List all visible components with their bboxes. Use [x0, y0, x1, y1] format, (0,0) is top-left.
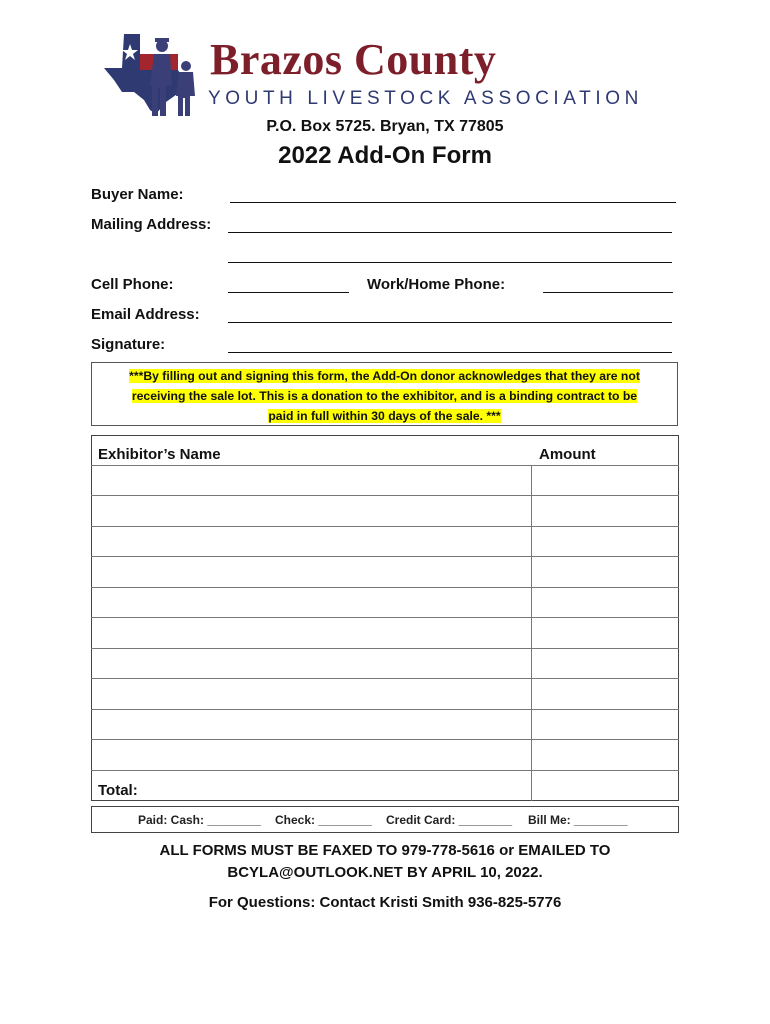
table-row[interactable] [91, 465, 679, 466]
amount-header: Amount [539, 446, 596, 463]
table-row[interactable] [91, 770, 679, 771]
signature-label: Signature: [91, 336, 166, 353]
submission-instructions-line-2: BCYLA@OUTLOOK.NET BY APRIL 10, 2022. [227, 864, 543, 881]
donation-notice [91, 362, 678, 426]
contact-info: For Questions: Contact Kristi Smith 936-825-5776 [208, 894, 562, 911]
notice-line-1: ***By filling out and signing this form, the Add-On donor acknowledges that they are not [129, 369, 640, 383]
amount-column-divider [531, 465, 532, 801]
exhibitor-name-header: Exhibitor’s Name [98, 446, 221, 463]
table-row[interactable] [91, 678, 679, 679]
check-field[interactable]: Check: ________ [275, 813, 372, 827]
table-row[interactable] [91, 495, 679, 496]
table-row[interactable] [91, 556, 679, 557]
mailing-address-label: Mailing Address: [91, 216, 212, 233]
email-address-line[interactable] [228, 322, 672, 323]
notice-line-3: paid in full within 30 days of the sale. *** [268, 409, 501, 423]
email-address-label: Email Address: [91, 306, 200, 323]
total-label: Total: [98, 782, 138, 799]
org-name: Brazos County [210, 35, 497, 84]
table-row[interactable] [91, 709, 679, 710]
bill-me-field[interactable]: Bill Me: ________ [528, 813, 628, 827]
buyer-name-line[interactable] [230, 202, 676, 203]
texas-flag-logo-icon [100, 30, 210, 120]
org-subtitle: YOUTH LIVESTOCK ASSOCIATION [208, 88, 643, 109]
notice-line-2: receiving the sale lot. This is a donation to the exhibitor, and is a binding contract to be [131, 389, 638, 403]
mailing-address-line-2[interactable] [228, 262, 672, 263]
cell-phone-line[interactable] [228, 292, 349, 293]
table-row[interactable] [91, 587, 679, 588]
paid-cash-field[interactable]: Paid: Cash: ________ [138, 813, 261, 827]
credit-card-field[interactable]: Credit Card: ________ [386, 813, 513, 827]
table-row[interactable] [91, 648, 679, 649]
table-row[interactable] [91, 739, 679, 740]
work-home-phone-label: Work/Home Phone: [367, 276, 506, 293]
work-home-phone-line[interactable] [543, 292, 673, 293]
cell-phone-label: Cell Phone: [91, 276, 174, 293]
buyer-name-label: Buyer Name: [91, 186, 184, 203]
form-title: 2022 Add-On Form [278, 142, 492, 169]
signature-line[interactable] [228, 352, 672, 353]
submission-instructions-line-1: ALL FORMS MUST BE FAXED TO 979-778-5616 or EMAILED TO [159, 842, 611, 859]
mailing-address-line-1[interactable] [228, 232, 672, 233]
table-row[interactable] [91, 617, 679, 618]
exhibitor-table [91, 435, 679, 801]
table-row[interactable] [91, 526, 679, 527]
mailing-address-header: P.O. Box 5725. Bryan, TX 77805 [266, 118, 504, 135]
